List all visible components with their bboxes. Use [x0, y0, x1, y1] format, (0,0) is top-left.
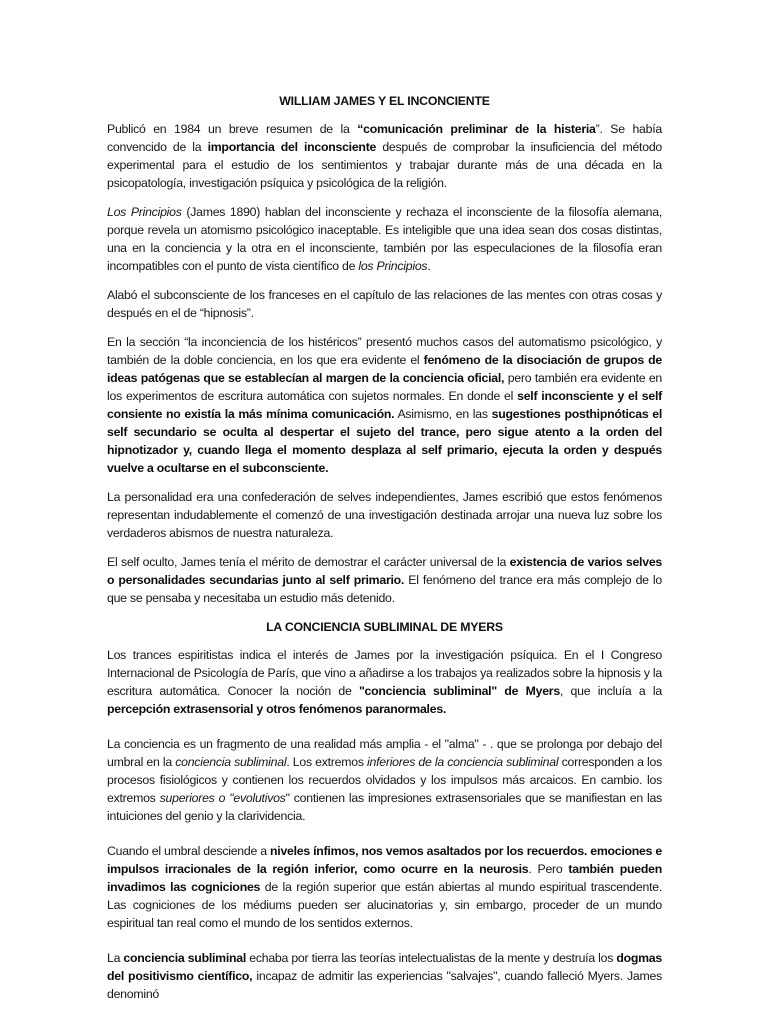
paragraph-5: La personalidad era una confederación de selves independientes, James escribió que estos fenómenos representan indudablemente el comenzó de una investigación destinada arrojar una nueva luz sobre los verdaderos abismos de nuestra naturaleza.: [107, 490, 662, 540]
paragraph-3: Alabó el subconsciente de los franceses en el capítulo de las relaciones de las mentes con otras cosas y después en el de “hipnosis”.: [107, 288, 662, 320]
paragraph-6: El self oculto, James tenía el mérito de demostrar el carácter universal de la existencia de varios selves o personalidades secundarias junto al self primario. El fenómeno del trance era más complejo de lo que se pensaba y necesitaba un estudio más detenido.: [107, 555, 662, 605]
document-body: [107, 92, 662, 1014]
section-heading: LA CONCIENCIA SUBLIMINAL DE MYERS: [266, 620, 503, 634]
paragraph-10: La conciencia subliminal echaba por tierra las teorías intelectualistas de la mente y destruía los dogmas del positivismo científico, incapaz de admitir las experiencias "salvajes", cuando falleció Myers. James denominó: [107, 951, 662, 1001]
paragraph-4: En la sección “la inconciencia de los histéricos” presentó muchos casos del automatismo psicológico, y también de la doble conciencia, en los que era evidente el fenómeno de la disociación de grupos de ideas patógenas que se establecían al margen de la conciencia oficial, pero también era evidente en los experimentos de escritura automática con sujetos normales. En donde el self inconsciente y el self consiente no existía la más mínima comunicación. Asimismo, en las sugestiones posthipnóticas el self secundario se oculta al despertar el sujeto del trance, pero sigue atento a la orden del hipnotizador y, cuando llega el momento desplaza al self primario, ejecuta la orden y después vuelve a ocultarse en el subconsciente.: [107, 335, 663, 475]
paragraph-2: Los Principios (James 1890) hablan del inconsciente y rechaza el inconsciente de la filosofía alemana, porque revela un atomismo psicológico inaceptable. Es inteligible que una idea sean dos cosas distintas, una en la conciencia y la otra en el inconsciente, también por las especulaciones de la filosofía eran incompatibles con el punto de vista científico de los Principios.: [107, 205, 662, 273]
paragraph-7: Los trances espiritistas indica el interés de James por la investigación psíquica. En el I Congreso Internacional de Psicología de París, que vino a añadirse a los trabajos ya realizados sobre la hipnosis y la escritura automática. Conocer la noción de "conciencia subliminal" de Myers, que incluía a la percepción extrasensorial y otros fenómenos paranormales.: [107, 648, 662, 716]
paragraph-8: La conciencia es un fragmento de una realidad más amplia - el "alma" - . que se prolonga por debajo del umbral en la conciencia subliminal. Los extremos inferiores de la conciencia subliminal corresponden a los procesos fisiológicos y contienen los recuerdos olvidados y los impulsos más arcaicos. En cambio. los extremos superiores o "evolutivos" contienen las impresiones extrasensoriales que se manifiestan en las intuiciones del genio y la clarividencia.: [107, 737, 662, 823]
document-title: WILLIAM JAMES Y EL INCONCIENTE: [279, 94, 490, 108]
paragraph-9: Cuando el umbral desciende a niveles ínfimos, nos vemos asaltados por los recuerdos. emociones e impulsos irracionales de la región inferior, como ocurre en la neurosis. Pero también pueden invadimos las cogniciones de la región superior que están abiertas al mundo espiritual trascendente. Las cogniciones de los médiums pueden ser alucinatorias y, sin embargo, proceder de un mundo espiritual tan real como el mundo de los sentidos externos.: [107, 844, 662, 930]
paragraph-1: Publicó en 1984 un breve resumen de la “comunicación preliminar de la histeria”. Se había convencido de la importancia del inconsciente después de comprobar la insuficiencia del método experimental para el estudio de los sentimientos y trabajar durante más de una década en la psicopatología, investigación psíquica y psicológica de la religión.: [107, 122, 662, 190]
